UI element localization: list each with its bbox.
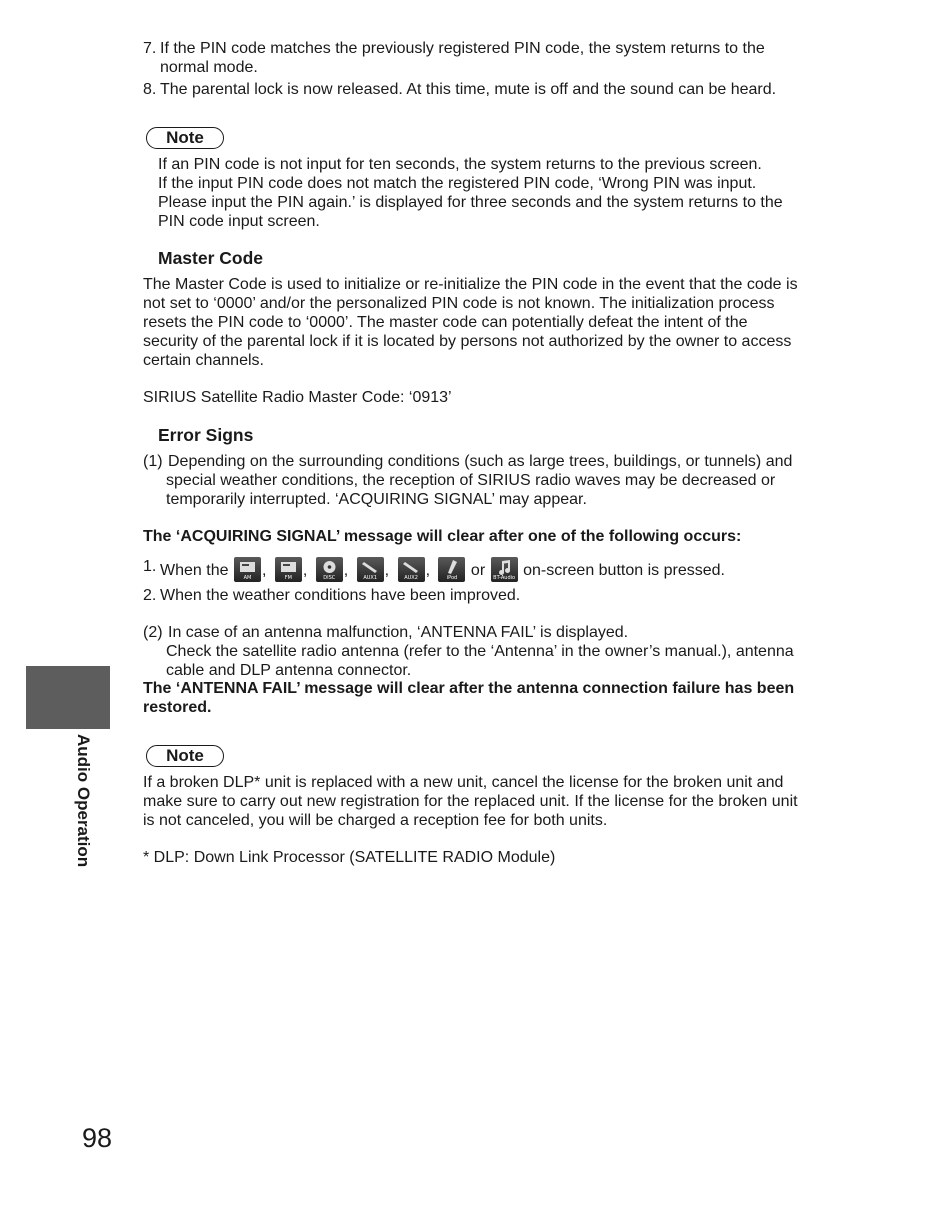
note-line: is not canceled, you will be charged a reception fee for both units. — [143, 812, 608, 829]
separator: , — [302, 562, 308, 579]
error-item-1 — [143, 452, 833, 509]
ipod-icon — [438, 557, 465, 582]
error-item-2 — [143, 623, 833, 680]
icon-caption: AUX1 — [363, 575, 377, 581]
item-text: When the weather conditions have been improved. — [160, 587, 521, 604]
step-number: 8. — [143, 81, 157, 98]
item-line: special weather conditions, the reception of SIRIUS radio waves may be decreased or — [166, 472, 776, 489]
note-line: If a broken DLP* unit is replaced with a new unit, cancel the license for the broken unit and — [143, 774, 784, 791]
paragraph-line: certain channels. — [143, 352, 264, 369]
separator: , — [261, 562, 267, 579]
icon-caption: BT-Audio — [493, 575, 516, 581]
bt-audio-icon — [491, 557, 518, 582]
clear-condition-line — [143, 557, 833, 582]
paragraph-line: security of the parental lock if it is located by persons not authorized by the owner to access — [143, 333, 792, 350]
note-line: PIN code input screen. — [158, 213, 320, 230]
condition-prefix: When the — [160, 562, 229, 579]
item-line: Depending on the surrounding conditions (such as large trees, buildings, or tunnels) and — [168, 453, 793, 470]
conjunction-or: or — [470, 562, 486, 579]
master-code-heading: Master Code — [158, 248, 264, 268]
master-code-paragraph — [143, 275, 835, 370]
bold-line: restored. — [143, 699, 212, 716]
section-tab — [26, 666, 110, 729]
item-line: In case of an antenna malfunction, ‘ANTENNA FAIL’ is displayed. — [168, 624, 629, 641]
note-line: make sure to carry out new registration for the replaced unit. If the license for the broken unit — [143, 793, 798, 810]
separator: , — [384, 562, 390, 579]
icon-caption: iPod — [446, 575, 458, 581]
item-number: (1) — [143, 453, 163, 470]
item-line: Check the satellite radio antenna (refer to the ‘Antenna’ in the owner’s manual.), antenna — [166, 643, 794, 660]
antenna-fail-clear-text — [143, 679, 835, 717]
paragraph-line: resets the PIN code to ‘0000’. The master code can potentially defeat the intent of the — [143, 314, 748, 331]
note-badge: Note — [146, 745, 224, 767]
note-line: If an PIN code is not input for ten seconds, the system returns to the previous screen. — [158, 156, 762, 173]
step-number: 7. — [143, 40, 157, 57]
item-line: temporarily interrupted. ‘ACQUIRING SIGNAL’ may appear. — [166, 491, 587, 508]
acquiring-signal-clear-text: The ‘ACQUIRING SIGNAL’ message will clear after one of the following occurs: — [143, 528, 742, 545]
aux2-icon — [398, 557, 425, 582]
icon-caption: FM — [284, 575, 292, 581]
step-7 — [143, 39, 833, 77]
bold-line: The ‘ANTENNA FAIL’ message will clear after the antenna connection failure has been — [143, 680, 795, 697]
footnote: * DLP: Down Link Processor (SATELLITE RADIO Module) — [143, 849, 556, 866]
paragraph-line: not set to ‘0000’ and/or the personalized PIN code is not known. The initialization process — [143, 295, 775, 312]
icon-caption: DISC — [323, 575, 336, 581]
page-number: 98 — [82, 1123, 113, 1153]
fm-icon — [275, 557, 302, 582]
separator: , — [425, 562, 431, 579]
icon-caption: AM — [243, 575, 252, 581]
paragraph-line: The Master Code is used to initialize or re-initialize the PIN code in the event that the code is — [143, 276, 798, 293]
disc-icon — [316, 557, 343, 582]
step-8 — [143, 80, 833, 99]
item-line: cable and DLP antenna connector. — [166, 662, 412, 679]
note-line: Please input the PIN again.’ is displayed for three seconds and the system returns to the — [158, 194, 783, 211]
note-text — [158, 155, 838, 231]
separator: , — [343, 562, 349, 579]
note-line: If the input PIN code does not match the registered PIN code, ‘Wrong PIN was input. — [158, 175, 757, 192]
item-number: 2. — [143, 587, 157, 604]
clear-condition-2 — [143, 586, 833, 605]
note-text — [143, 773, 835, 830]
am-icon — [234, 557, 261, 582]
icon-caption: AUX2 — [404, 575, 418, 581]
clear-condition-1 — [143, 557, 833, 582]
section-label: Audio Operation — [74, 734, 93, 868]
master-code-value: SIRIUS Satellite Radio Master Code: ‘0913’ — [143, 389, 452, 406]
condition-suffix: on-screen button is pressed. — [523, 562, 725, 579]
step-text: If the PIN code matches the previously registered PIN code, the system returns to the — [160, 40, 765, 57]
item-number: 1. — [143, 558, 157, 575]
aux1-icon — [357, 557, 384, 582]
item-number: (2) — [143, 624, 163, 641]
note-badge: Note — [146, 127, 224, 149]
step-text-continued: normal mode. — [160, 59, 258, 76]
error-signs-heading: Error Signs — [158, 425, 254, 445]
step-text: The parental lock is now released. At this time, mute is off and the sound can be heard. — [160, 81, 777, 98]
